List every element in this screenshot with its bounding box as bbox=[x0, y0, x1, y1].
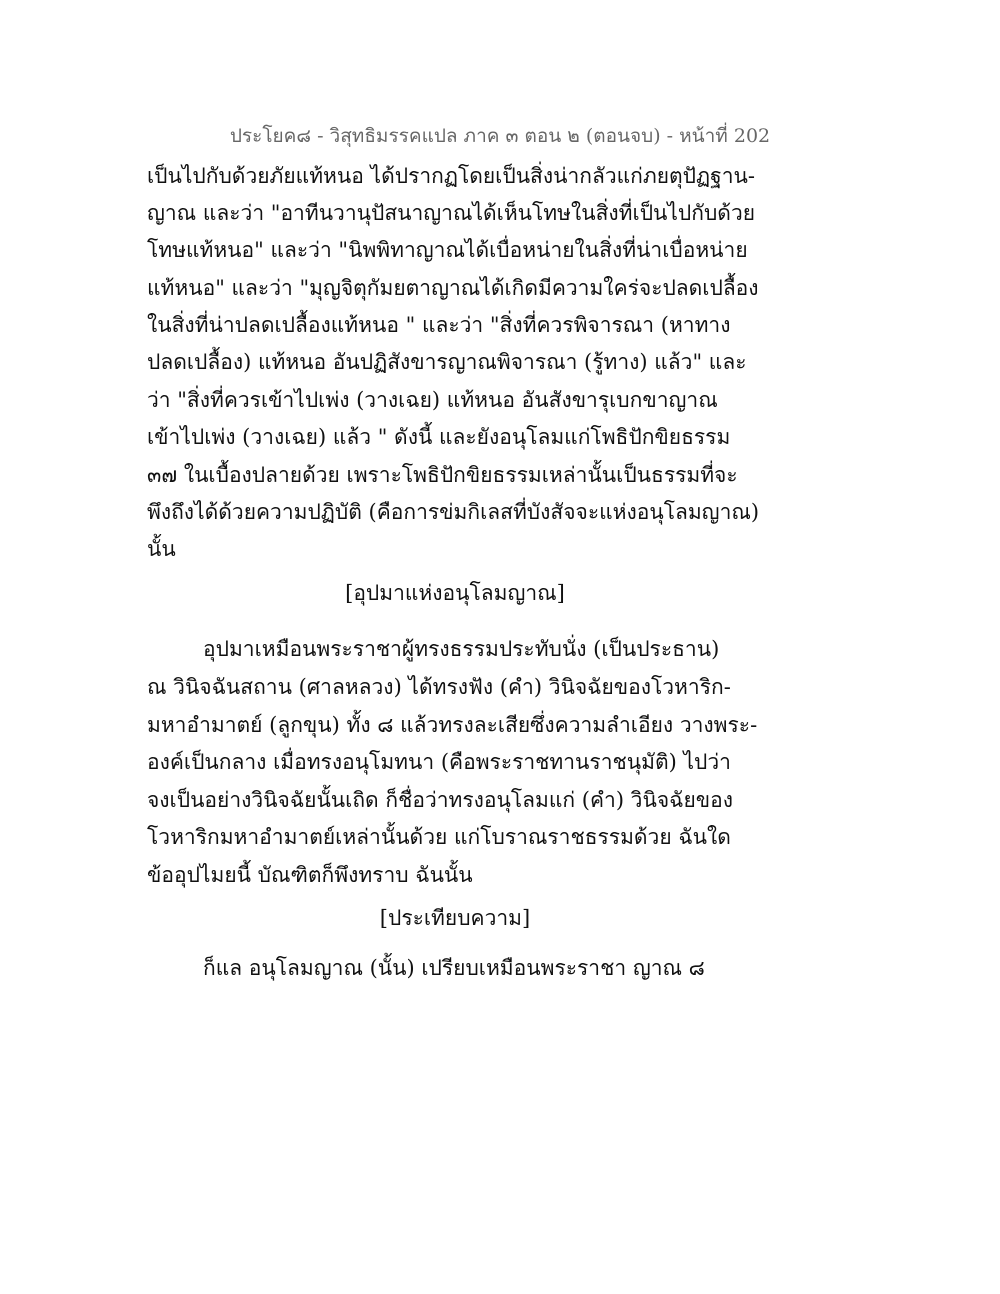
section-heading bbox=[0, 578, 1000, 608]
paragraph-line: ในสิ่งที่น่าปลดเปลื้องแท้หนอ " และว่า "สิ่งที่ควรพิจารณา (หาทาง bbox=[147, 313, 731, 337]
paragraph-line: จงเป็นอย่างวินิจฉัยนั้นเถิด ก็ชื่อว่าทรงอนุโลมแก่ (คำ) วินิจฉัยของ bbox=[147, 788, 733, 812]
paragraph-line: ๓๗ ในเบื้องปลายด้วย เพราะโพธิปักขิยธรรมเหล่านั้นเป็นธรรมที่จะ bbox=[147, 463, 738, 487]
section-heading-text: [ประเทียบความ] bbox=[379, 906, 531, 930]
paragraph-line: ว่า "สิ่งที่ควรเข้าไปเพ่ง (วางเฉย) แท้หนอ อันสังขารุเบกขาญาณ bbox=[147, 388, 718, 412]
paragraph-line: โวหาริกมหาอำมาตย์เหล่านั้นด้วย แก่โบราณราชธรรมด้วย ฉันใด bbox=[147, 825, 731, 849]
paragraph-line-indented: อุปมาเหมือนพระราชาผู้ทรงธรรมประทับนั่ง (เป็นประธาน) bbox=[203, 637, 720, 661]
paragraph-line: ปลดเปลื้อง) แท้หนอ อันปฏิสังขารญาณพิจารณา (รู้ทาง) แล้ว" และ bbox=[147, 350, 747, 374]
section-heading bbox=[0, 903, 1000, 933]
paragraph-line: แท้หนอ" และว่า "มุญจิตุกัมยตาญาณได้เกิดมีความใคร่จะปลดเปลื้อง bbox=[147, 276, 759, 300]
paragraph-line: เป็นไปกับด้วยภัยแท้หนอ ได้ปรากฏโดยเป็นสิ่งน่ากลัวแก่ภยตุปัฏฐาน- bbox=[147, 164, 755, 188]
paragraph-line: ญาณ และว่า "อาทีนวานุปัสนาญาณได้เห็นโทษในสิ่งที่เป็นไปกับด้วย bbox=[147, 201, 756, 225]
paragraph-line: ข้ออุปไมยนี้ บัณฑิตก็พึงทราบ ฉันนั้น bbox=[147, 863, 473, 887]
paragraph-line: ณ วินิจฉันสถาน (ศาลหลวง) ได้ทรงฟัง (คำ) วินิจฉัยของโวหาริก- bbox=[147, 675, 731, 699]
paragraph-line: โทษแท้หนอ" และว่า "นิพพิทาญาณได้เบื่อหน่ายในสิ่งที่น่าเบื่อหน่าย bbox=[147, 238, 748, 262]
paragraph-line: เข้าไปเพ่ง (วางเฉย) แล้ว " ดังนี้ และยังอนุโลมแก่โพธิปักขิยธรรม bbox=[147, 425, 731, 449]
paragraph-line: พึงถึงได้ด้วยความปฏิบัติ (คือการข่มกิเลสที่บังสัจจะแห่งอนุโลมญาณ) bbox=[147, 500, 760, 524]
paragraph-line: นั้น bbox=[147, 537, 176, 561]
section-heading-text: [อุปมาแห่งอนุโลมญาณ] bbox=[345, 581, 565, 605]
running-header: ประโยค๘ - วิสุทธิมรรคแปล ภาค ๓ ตอน ๒ (ตอนจบ) - หน้าที่ 202 bbox=[229, 125, 771, 147]
paragraph-line-indented: ก็แล อนุโลมญาณ (นั้น) เปรียบเหมือนพระราชา ญาณ ๘ bbox=[203, 956, 705, 980]
paragraph-line: มหาอำมาตย์ (ลูกขุน) ทั้ง ๘ แล้วทรงละเสียซึ่งความลำเอียง วางพระ- bbox=[147, 713, 758, 737]
paragraph-line: องค์เป็นกลาง เมื่อทรงอนุโมทนา (คือพระราชทานราชนุมัติ) ไปว่า bbox=[147, 750, 731, 774]
